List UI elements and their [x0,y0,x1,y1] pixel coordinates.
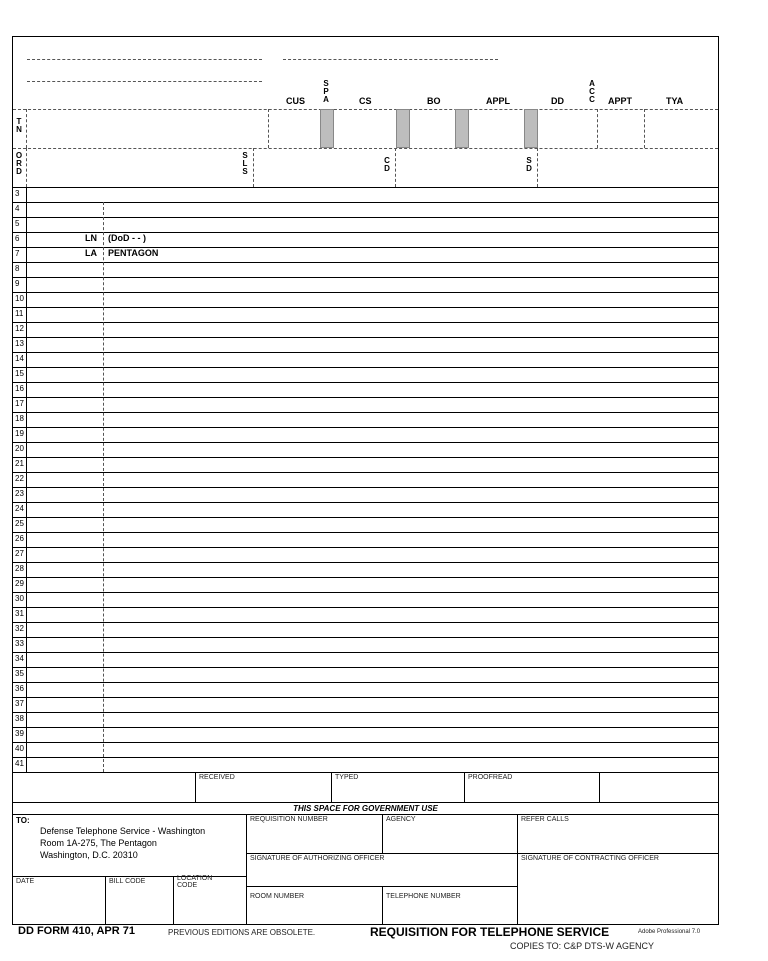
col-dd: DD [551,96,564,106]
sls-label: S L S [242,151,248,176]
proofread-border [464,772,465,802]
table-row[interactable] [13,547,718,562]
row-number: 38 [15,714,24,723]
shaded-cell [396,109,410,148]
table-row[interactable] [13,337,718,352]
row-number: 29 [15,579,24,588]
table-row[interactable] [13,697,718,712]
row-number: 8 [15,264,20,273]
table-row[interactable] [13,457,718,472]
shaded-cell [524,109,538,148]
table-row[interactable] [13,742,718,757]
typed-label: TYPED [335,774,359,781]
row-number: 34 [15,654,24,663]
table-row[interactable] [13,562,718,577]
row-divider [13,148,718,149]
table-row[interactable] [13,682,718,697]
table-row[interactable] [13,517,718,532]
sig-authorizing-label: SIGNATURE OF AUTHORIZING OFFICER [250,855,385,862]
table-row[interactable] [13,757,718,772]
obsolete-notice: PREVIOUS EDITIONS ARE OBSOLETE. [168,928,316,937]
to-address-line-3: Washington, D.C. 20310 [40,850,138,860]
col-divider [644,109,645,148]
cd-label: C D [384,156,390,173]
row-number: 40 [15,744,24,753]
table-row[interactable] [13,652,718,667]
gov-divider [246,814,247,924]
copies-to: COPIES TO: C&P DTS-W AGENCY [510,941,655,951]
sd-label: S D [526,156,532,173]
fill-line[interactable] [27,59,262,60]
table-row[interactable] [13,577,718,592]
row-number: 5 [15,219,20,228]
table-row[interactable] [13,412,718,427]
table-row[interactable] [13,262,718,277]
shaded-cell-spa [320,109,334,148]
numbered-rows [13,187,718,772]
row-number-divider [26,187,27,772]
shaded-cell [455,109,469,148]
row-number: 25 [15,519,24,528]
table-row[interactable] [13,487,718,502]
to-label: TO: [16,816,30,825]
row-number: 32 [15,624,24,633]
row-number: 20 [15,444,24,453]
to-address-line-1: Defense Telephone Service - Washington [40,826,206,836]
row-number: 24 [15,504,24,513]
bill-code-label: BILL CODE [109,878,146,885]
table-row[interactable] [13,397,718,412]
col-cs: CS [359,96,372,106]
ln-value[interactable]: (DoD - - ) [108,233,146,243]
col-tya: TYA [666,96,684,106]
row-number: 16 [15,384,24,393]
row-number: 17 [15,399,24,408]
ord-label: O R D [15,151,23,176]
row-number: 15 [15,369,24,378]
table-row[interactable] [13,427,718,442]
col-divider [537,148,538,187]
row-number: 18 [15,414,24,423]
table-row[interactable] [13,367,718,382]
col-divider [395,148,396,187]
table-row[interactable] [13,307,718,322]
to-address-line-2: Room 1A-275, The Pentagon [40,838,157,848]
form-id: DD FORM 410, APR 71 [18,925,135,937]
row-number: 37 [15,699,24,708]
row-number: 33 [15,639,24,648]
section-border [13,772,718,773]
gov-use-banner: THIS SPACE FOR GOVERNMENT USE [293,804,438,813]
row-divider [13,109,718,110]
section-border [13,814,718,815]
proofread-end [599,772,600,802]
table-row[interactable] [13,502,718,517]
proofread-label: PROOFREAD [468,774,513,781]
form-footer [18,924,758,961]
table-row[interactable] [13,532,718,547]
col-divider [26,148,27,187]
requisition-form [12,36,719,925]
table-row[interactable] [13,592,718,607]
col-appt: APPT [608,96,633,106]
gov-divider [173,876,174,924]
tn-label: T N [16,117,22,134]
row-number: 39 [15,729,24,738]
table-row[interactable] [13,187,718,202]
requisition-number-label: REQUISITION NUMBER [250,816,328,823]
section-border [13,802,718,803]
typed-border [331,772,332,802]
row-number: 7 [15,249,20,258]
refer-calls-label: REFER CALLS [521,816,569,823]
col-divider [268,109,269,148]
col-acc: A C C [589,79,595,104]
col-divider [26,109,27,148]
table-row[interactable] [13,382,718,397]
la-label: LA [85,248,97,258]
row-number: 4 [15,204,20,213]
col-bo: BO [427,96,441,106]
fill-line[interactable] [27,81,262,82]
received-border [195,772,196,802]
table-row[interactable] [13,442,718,457]
ln-label: LN [85,233,97,243]
row-number: 21 [15,459,24,468]
table-row[interactable] [13,667,718,682]
gov-row-border [246,853,718,854]
form-title: REQUISITION FOR TELEPHONE SERVICE [370,925,610,939]
row-number: 41 [15,759,24,768]
gov-divider [382,814,383,853]
row-number: 12 [15,324,24,333]
row-number: 14 [15,354,24,363]
row-number: 6 [15,234,20,243]
col-appl: APPL [486,96,511,106]
table-row[interactable] [13,712,718,727]
table-row[interactable] [13,322,718,337]
received-label: RECEIVED [199,774,235,781]
table-row[interactable] [13,277,718,292]
row-number: 26 [15,534,24,543]
row-number: 11 [15,309,24,318]
row-number: 30 [15,594,24,603]
row-number: 36 [15,684,24,693]
table-row[interactable] [13,472,718,487]
date-label: DATE [16,878,35,885]
agency-label: AGENCY [386,816,416,823]
row-number: 35 [15,669,24,678]
gov-divider [105,876,106,924]
row-number: 23 [15,489,24,498]
col-spa: S P A [323,79,329,104]
row-number: 22 [15,474,24,483]
location-code-label: LOCATION CODE [177,875,213,889]
la-value[interactable]: PENTAGON [108,248,159,258]
telephone-number-label: TELEPHONE NUMBER [386,893,461,900]
row-number: 13 [15,339,24,348]
row-number: 19 [15,429,24,438]
row-number: 31 [15,609,24,618]
table-row[interactable] [13,622,718,637]
row-number: 27 [15,549,24,558]
row-number: 28 [15,564,24,573]
sig-contracting-label: SIGNATURE OF CONTRACTING OFFICER [521,855,659,862]
col-divider [253,148,254,187]
table-row[interactable] [13,637,718,652]
table-row[interactable] [13,217,718,232]
row-number: 9 [15,279,20,288]
table-row[interactable] [13,607,718,622]
gov-divider [382,886,383,924]
col-divider [597,109,598,148]
row-number: 3 [15,189,20,198]
table-row[interactable] [13,727,718,742]
label-divider [103,202,104,772]
fill-line[interactable] [283,59,498,60]
table-row[interactable] [13,352,718,367]
gov-divider [517,814,518,924]
table-row[interactable] [13,292,718,307]
table-row[interactable] [13,202,718,217]
col-cus: CUS [286,96,306,106]
row-number: 10 [15,294,24,303]
room-number-label: ROOM NUMBER [250,893,305,900]
software-note: Adobe Professional 7.0 [638,929,701,935]
